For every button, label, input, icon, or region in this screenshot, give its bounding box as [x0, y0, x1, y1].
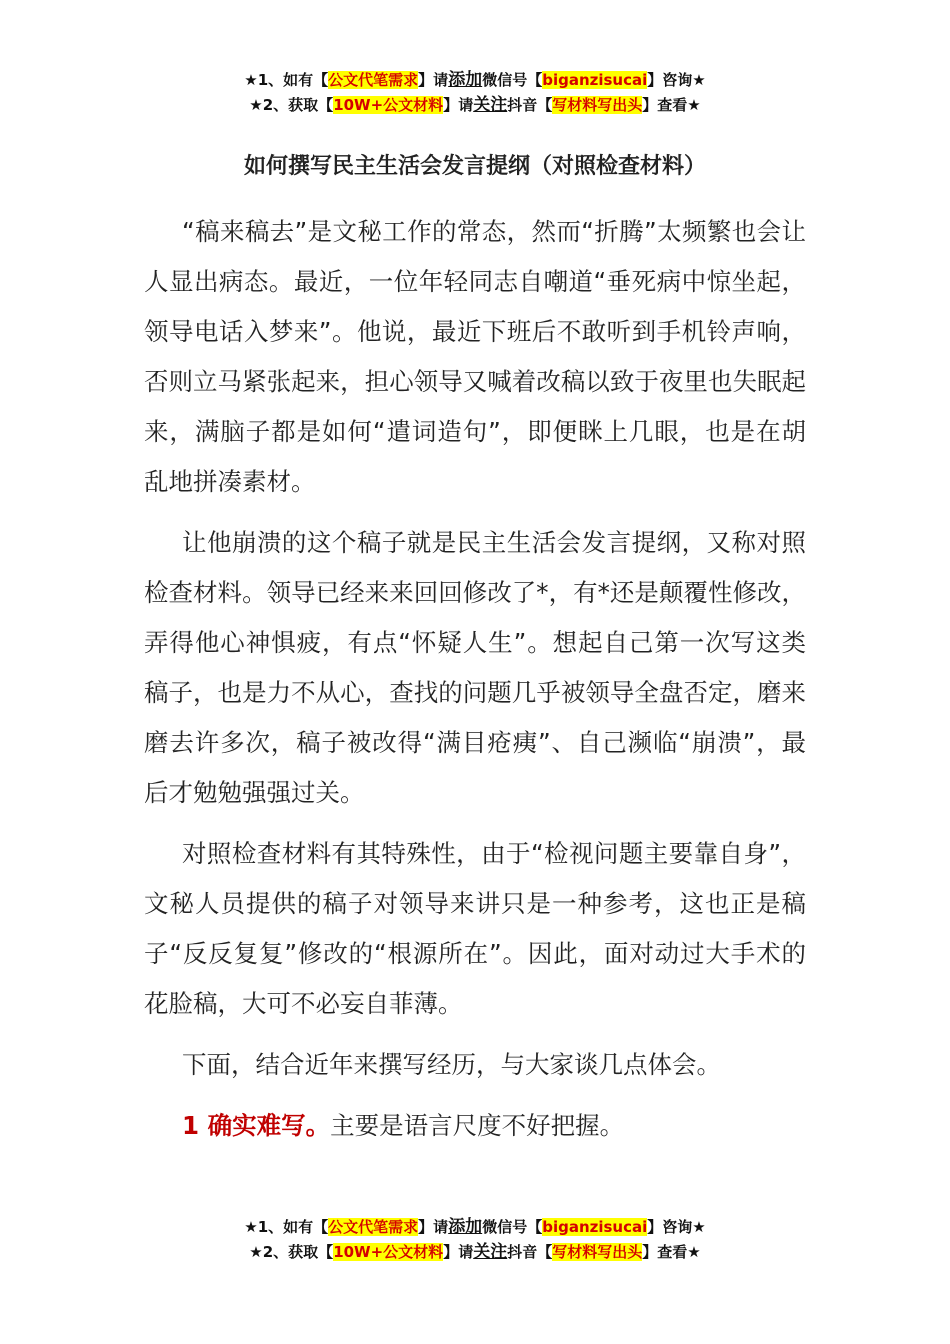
add-emphasis: 添加 — [448, 70, 483, 90]
service-highlight: 公文代笔需求 — [328, 71, 419, 89]
follow-emphasis: 关注 — [473, 95, 508, 115]
wechat-id-highlight: biganzisucai — [542, 1218, 648, 1236]
section-1-heading: 1 确实难写。 — [182, 1111, 331, 1140]
header-promo-line-1: ★1、如有【公文代笔需求】请添加微信号【biganzisucai】咨询★ — [244, 70, 706, 90]
wechat-id-highlight: biganzisucai — [542, 71, 648, 89]
body-paragraph-3: 对照检查材料有其特殊性，由于“检视问题主要靠自身”，文秘人员提供的稿子对领导来讲只是一种参考，这也正是稿子“反反复复”修改的“根源所在”。因此，面对动过大手术的花脸稿，大可不必妄自菲薄。 — [144, 839, 806, 1018]
materials-highlight: 10W+公文材料 — [333, 1243, 444, 1261]
body-paragraph-2: 让他崩溃的这个稿子就是民主生活会发言提纲，又称对照检查材料。领导已经来来回回修改了*，有*还是颠覆性修改，弄得他心神惧疲，有点“怀疑人生”。想起自己第一次写这类稿子，也是力不从心，查找的问题几乎被领导全盘否定，磨来磨去许多次，稿子被改得“满目疮痍”、自己濒临“崩溃”，最后才勉勉强强过关。 — [144, 528, 806, 807]
service-highlight: 公文代笔需求 — [328, 1218, 419, 1236]
body-paragraph-1: “稿来稿去”是文秘工作的常态，然而“折腾”太频繁也会让人显出病态。最近，一位年轻同志自嘲道“垂死病中惊坐起，领导电话入梦来”。他说，最近下班后不敢听到手机铃声响，否则立马紧张起来，担心领导又喊着改稿以致于夜里也失眠起来，满脑子都是如何“遣词造句”，即便眯上几眼，也是在胡乱地拼凑素材。 — [144, 217, 806, 496]
follow-emphasis: 关注 — [473, 1242, 508, 1262]
document-body — [144, 207, 806, 1162]
douyin-account-highlight: 写材料写出头 — [552, 96, 643, 114]
header-promo-line-2: ★2、获取【10W+公文材料】请关注抖音【写材料写出头】查看★ — [249, 95, 701, 115]
section-1-paragraph — [144, 1101, 806, 1151]
footer-promo-line-1: ★1、如有【公文代笔需求】请添加微信号【biganzisucai】咨询★ — [244, 1217, 706, 1237]
douyin-account-highlight: 写材料写出头 — [552, 1243, 643, 1261]
footer-promo-line-2: ★2、获取【10W+公文材料】请关注抖音【写材料写出头】查看★ — [249, 1242, 701, 1262]
body-paragraph-4: 下面，结合近年来撰写经历，与大家谈几点体会。 — [182, 1050, 721, 1079]
document-title: 如何撰写民主生活会发言提纲（对照检查材料） — [243, 154, 706, 179]
section-1-text: 主要是语言尺度不好把握。 — [330, 1111, 625, 1140]
footer-promo — [0, 1215, 950, 1265]
header-promo — [0, 68, 950, 118]
add-emphasis: 添加 — [448, 1217, 483, 1237]
materials-highlight: 10W+公文材料 — [333, 96, 444, 114]
